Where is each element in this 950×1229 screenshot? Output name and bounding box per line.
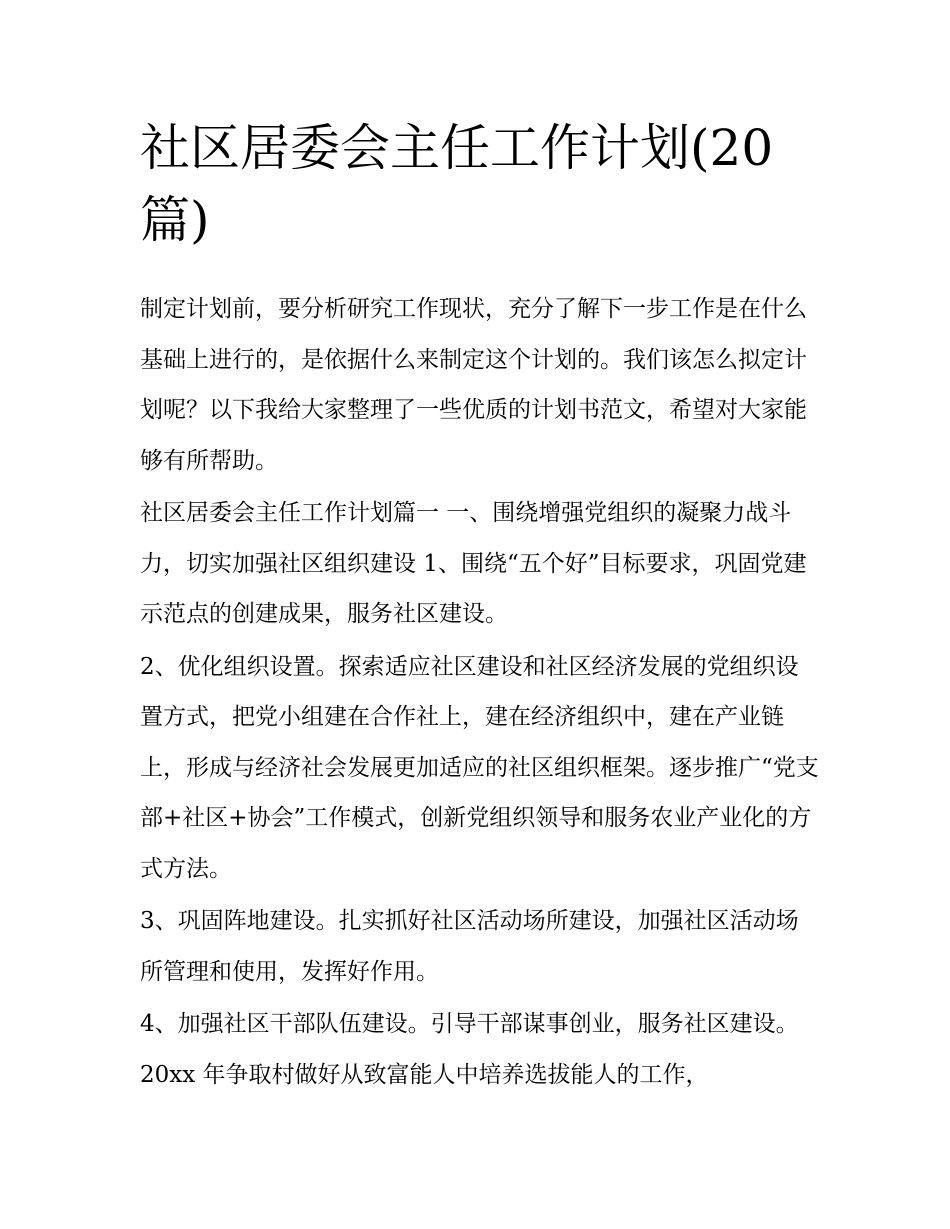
section-one-paragraph: 社区居委会主任工作计划篇一 一、围绕增强党组织的凝聚力战斗力，切实加强社区组织建设 1、围绕“五个好”目标要求，巩固党建示范点的创建成果，服务社区建设。 <box>140 500 807 627</box>
item-4-paragraph: 4、加强社区干部队伍建设。引导干部谋事创业，服务社区建设。20xx 年争取村做好从致富能人中培养选拔能人的工作， <box>140 1011 799 1088</box>
item-3-paragraph: 3、巩固阵地建设。扎实抓好社区活动场所建设，加强社区活动场所管理和使用，发挥好作用。 <box>140 908 799 985</box>
intro-paragraph: 制定计划前，要分析研究工作现状，充分了解下一步工作是在什么基础上进行的，是依据什么来制定这个计划的。我们该怎么拟定计划呢？以下我给大家整理了一些优质的计划书范文，希望对大家能够有所帮助。 <box>140 296 807 474</box>
document-title: 社区居委会主任工作计划(20篇) <box>140 119 774 249</box>
document-body <box>140 112 820 1102</box>
item-2-paragraph: 2、优化组织设置。探索适应社区建设和社区经济发展的党组织设置方式，把党小组建在合作社上，建在经济组织中，建在产业链上，形成与经济社会发展更加适应的社区组织框架。逐步推广“党支部+社区+协会”工作模式，创新党组织领导和服务农业产业化的方式方法。 <box>140 653 819 882</box>
